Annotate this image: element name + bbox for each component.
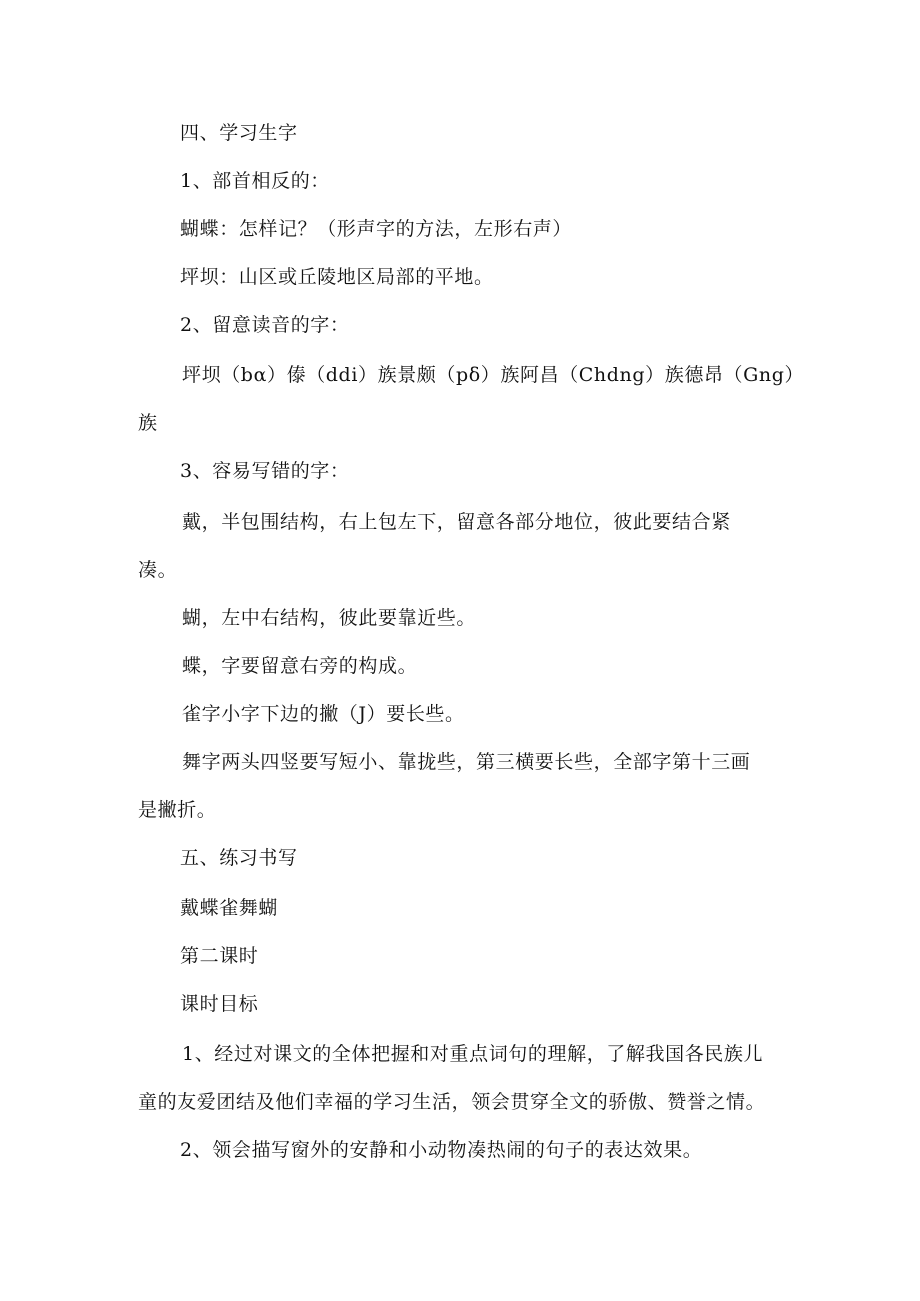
paragraph-dai: 戴，半包围结构，右上包左下，留意各部分地位，彼此要结合紧	[182, 511, 731, 533]
paragraph-goal-1: 1、经过对课文的全体把握和对重点词句的理解，了解我国各民族儿	[182, 1043, 764, 1065]
paragraph-hudie: 蝴蝶：怎样记？（形声字的方法，左形右声）	[180, 218, 573, 240]
section-heading-learn-characters: 四、学习生字	[180, 122, 298, 144]
heading-second-lesson: 第二课时	[180, 945, 259, 967]
subheading-easy-mistakes: 3、容易写错的字：	[180, 460, 350, 482]
paragraph-wu-cont: 是撇折。	[138, 799, 217, 821]
paragraph-que: 雀字小字下边的撇（J）要长些。	[182, 703, 465, 725]
paragraph-hu: 蝴，左中右结构，彼此要靠近些。	[182, 607, 477, 629]
paragraph-practice-characters: 戴蝶雀舞蝴	[180, 897, 279, 919]
paragraph-wu: 舞字两头四竖要写短小、靠拢些，第三横要长些，全部字第十三画	[182, 751, 751, 773]
subheading-radicals: 1、部首相反的：	[180, 170, 330, 192]
paragraph-pingba: 坪坝：山区或丘陵地区局部的平地。	[180, 266, 494, 288]
paragraph-pronunciation-list-cont: 族	[138, 412, 158, 434]
paragraph-die: 蝶，字要留意右旁的构成。	[182, 655, 418, 677]
paragraph-dai-cont: 凑。	[138, 559, 178, 581]
paragraph-goal-1-cont: 童的友爱团结及他们幸福的学习生活，领会贯穿全文的骄傲、赞誉之情。	[138, 1091, 766, 1113]
heading-lesson-goals: 课时目标	[180, 993, 259, 1015]
subheading-pronunciation: 2、留意读音的字：	[180, 314, 350, 336]
section-heading-practice-writing: 五、练习书写	[180, 847, 298, 869]
paragraph-pronunciation-list: 坪坝（bα）傣（ddi）族景颇（pδ）族阿昌（Chdng）族德昂（Gng）	[182, 364, 805, 386]
paragraph-goal-2: 2、领会描写窗外的安静和小动物凑热闹的句子的表达效果。	[180, 1139, 703, 1161]
